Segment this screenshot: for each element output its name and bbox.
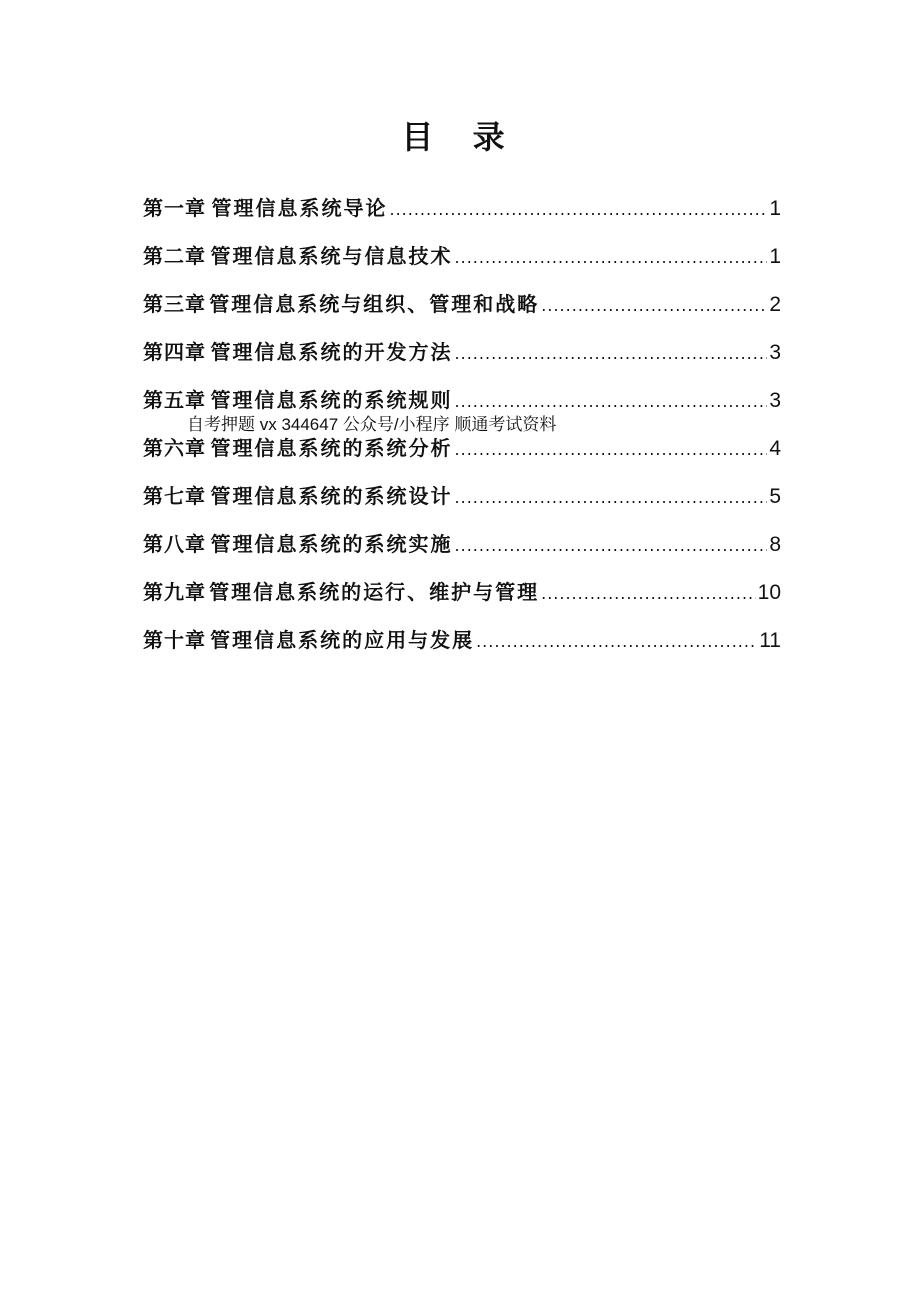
- dot-leader: [541, 288, 767, 324]
- dot-leader: [541, 576, 756, 612]
- page-number: 1: [769, 197, 781, 220]
- toc-entry[interactable]: [143, 238, 781, 286]
- dot-leader: [455, 528, 768, 564]
- chapter-title: 管理信息系统导论: [211, 196, 388, 220]
- page-number: 10: [757, 581, 781, 604]
- chapter-title: 管理信息系统的系统分析: [210, 436, 453, 460]
- page-number: 8: [769, 533, 781, 556]
- chapter-title: 管理信息系统的开发方法: [210, 340, 453, 364]
- toc-entry[interactable]: [143, 526, 781, 574]
- chapter-title: 管理信息系统的系统设计: [210, 484, 453, 508]
- chapter-number: 第一章: [143, 196, 206, 220]
- watermark-text: 自考押题 vx 344647 公众号/小程序 顺通考试资料: [187, 415, 557, 434]
- dot-leader: [476, 624, 757, 660]
- dot-leader: [455, 336, 768, 372]
- toc-entry[interactable]: [143, 622, 781, 670]
- chapter-number: 第九章: [143, 580, 206, 604]
- dot-leader: [455, 432, 768, 468]
- dot-leader: [455, 240, 768, 276]
- chapter-number: 第七章: [143, 484, 206, 508]
- dot-leader: [390, 192, 768, 228]
- chapter-number: 第二章: [143, 244, 206, 268]
- chapter-number: 第五章: [143, 388, 206, 412]
- toc-entry[interactable]: [143, 190, 781, 238]
- chapter-title: 管理信息系统的运行、维护与管理: [209, 580, 540, 604]
- chapter-title: 管理信息系统与信息技术: [210, 244, 453, 268]
- toc-entry[interactable]: [143, 286, 781, 334]
- page-number: 1: [769, 245, 781, 268]
- toc-entry[interactable]: [143, 430, 781, 478]
- page-number: 11: [759, 629, 781, 652]
- toc-entry[interactable]: [143, 574, 781, 622]
- chapter-title: 管理信息系统的系统规则: [210, 388, 453, 412]
- page-number: 2: [769, 293, 781, 316]
- chapter-number: 第六章: [143, 436, 206, 460]
- chapter-number: 第八章: [143, 532, 206, 556]
- chapter-number: 第十章: [143, 628, 206, 652]
- page-number: 4: [769, 437, 781, 460]
- chapter-title: 管理信息系统的应用与发展: [210, 628, 475, 652]
- toc-heading: 目 录: [401, 118, 519, 156]
- chapter-title: 管理信息系统与组织、管理和战略: [209, 292, 540, 316]
- page-number: 3: [769, 341, 781, 364]
- chapter-number: 第三章: [143, 292, 206, 316]
- page-number: 3: [769, 389, 781, 412]
- page-number: 5: [769, 485, 781, 508]
- toc-entry[interactable]: [143, 478, 781, 526]
- chapter-number: 第四章: [143, 340, 206, 364]
- dot-leader: [455, 480, 768, 516]
- toc-entry[interactable]: [143, 334, 781, 382]
- chapter-title: 管理信息系统的系统实施: [210, 532, 453, 556]
